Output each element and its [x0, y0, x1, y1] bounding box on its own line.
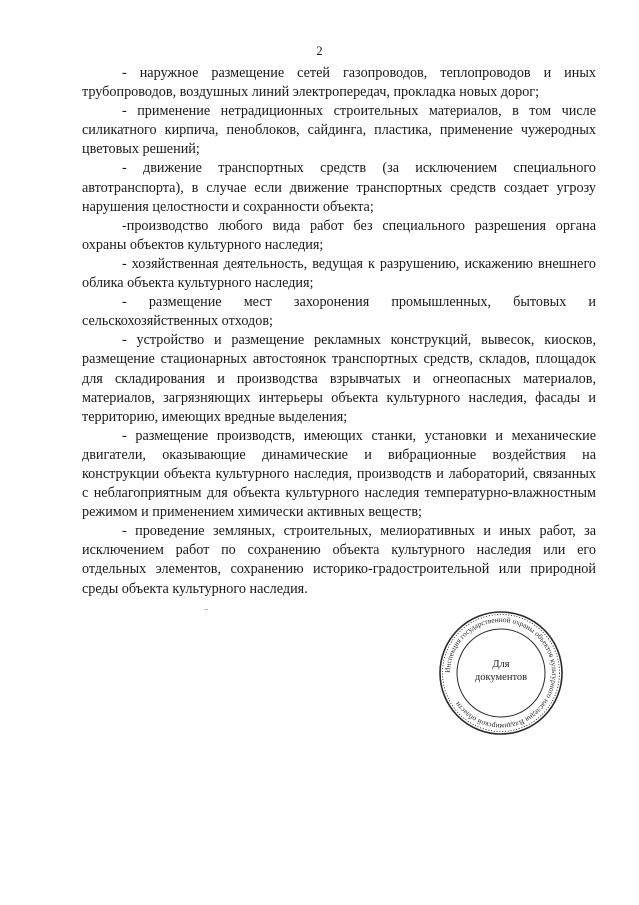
restriction-item: -производство любого вида работ без специального разрешения органа охраны объектов культурного наследия; — [82, 217, 596, 253]
document-body — [82, 64, 596, 599]
restriction-item: - движение транспортных средств (за исключением специального автотранспорта), в случае если движение транспортных средств создает угрозу нарушения целостности и сохранности объекта; — [82, 160, 596, 215]
stamp-ring-text: Инспекция государственной охраны объектов культурного наследия Владимирской области — [442, 614, 560, 732]
restriction-item: - устройство и размещение рекламных конструкций, вывесок, киосков, размещение стационарных автостоянок транспортных средств, складов, площадок для складирования и производства взрывчатых и огнеопасных материалов, материалов, загрязняющих интерьеры объекта культурного наследия, фасады и территорию, имеющих вредные выделения; — [82, 332, 596, 425]
restriction-item: - размещение мест захоронения промышленных, бытовых и сельскохозяйственных отходов; — [82, 294, 596, 330]
restriction-item: - наружное размещение сетей газопроводов, теплопроводов и иных трубопроводов, воздушных линий электропередач, прокладка новых дорог; — [82, 65, 596, 101]
official-stamp — [438, 610, 564, 736]
scan-artifact — [204, 609, 208, 610]
restriction-item: - хозяйственная деятельность, ведущая к разрушению, искажению внешнего облика объекта культурного наследия; — [82, 255, 596, 292]
restriction-item: - проведение земляных, строительных, мелиоративных и иных работ, за исключением работ по сохранению объекта культурного наследия или его отдельных элементов, сохранению историко-градостроительной или природной среды объекта культурного наследия. — [82, 523, 596, 597]
restriction-item: - применение нетрадиционных строительных материалов, в том числе силикатного кирпича, пеноблоков, сайдинга, пластика, применение чужеродных цветовых решений; — [82, 103, 596, 158]
page-number: 2 — [316, 44, 323, 58]
restriction-item: - размещение производств, имеющих станки, установки и механические двигатели, оказывающие динамические и вибрационные воздействия на конструкции объекта культурного наследия, производств и лабораторий, связанных с неблагоприятным для объекта культурного наследия температурно-влажностным режимом и применением химически активных веществ; — [82, 427, 596, 521]
stamp-center-text — [438, 658, 564, 684]
stamp-center-line-1: Для — [492, 659, 510, 670]
stamp-center-line-2: документов — [474, 672, 528, 683]
